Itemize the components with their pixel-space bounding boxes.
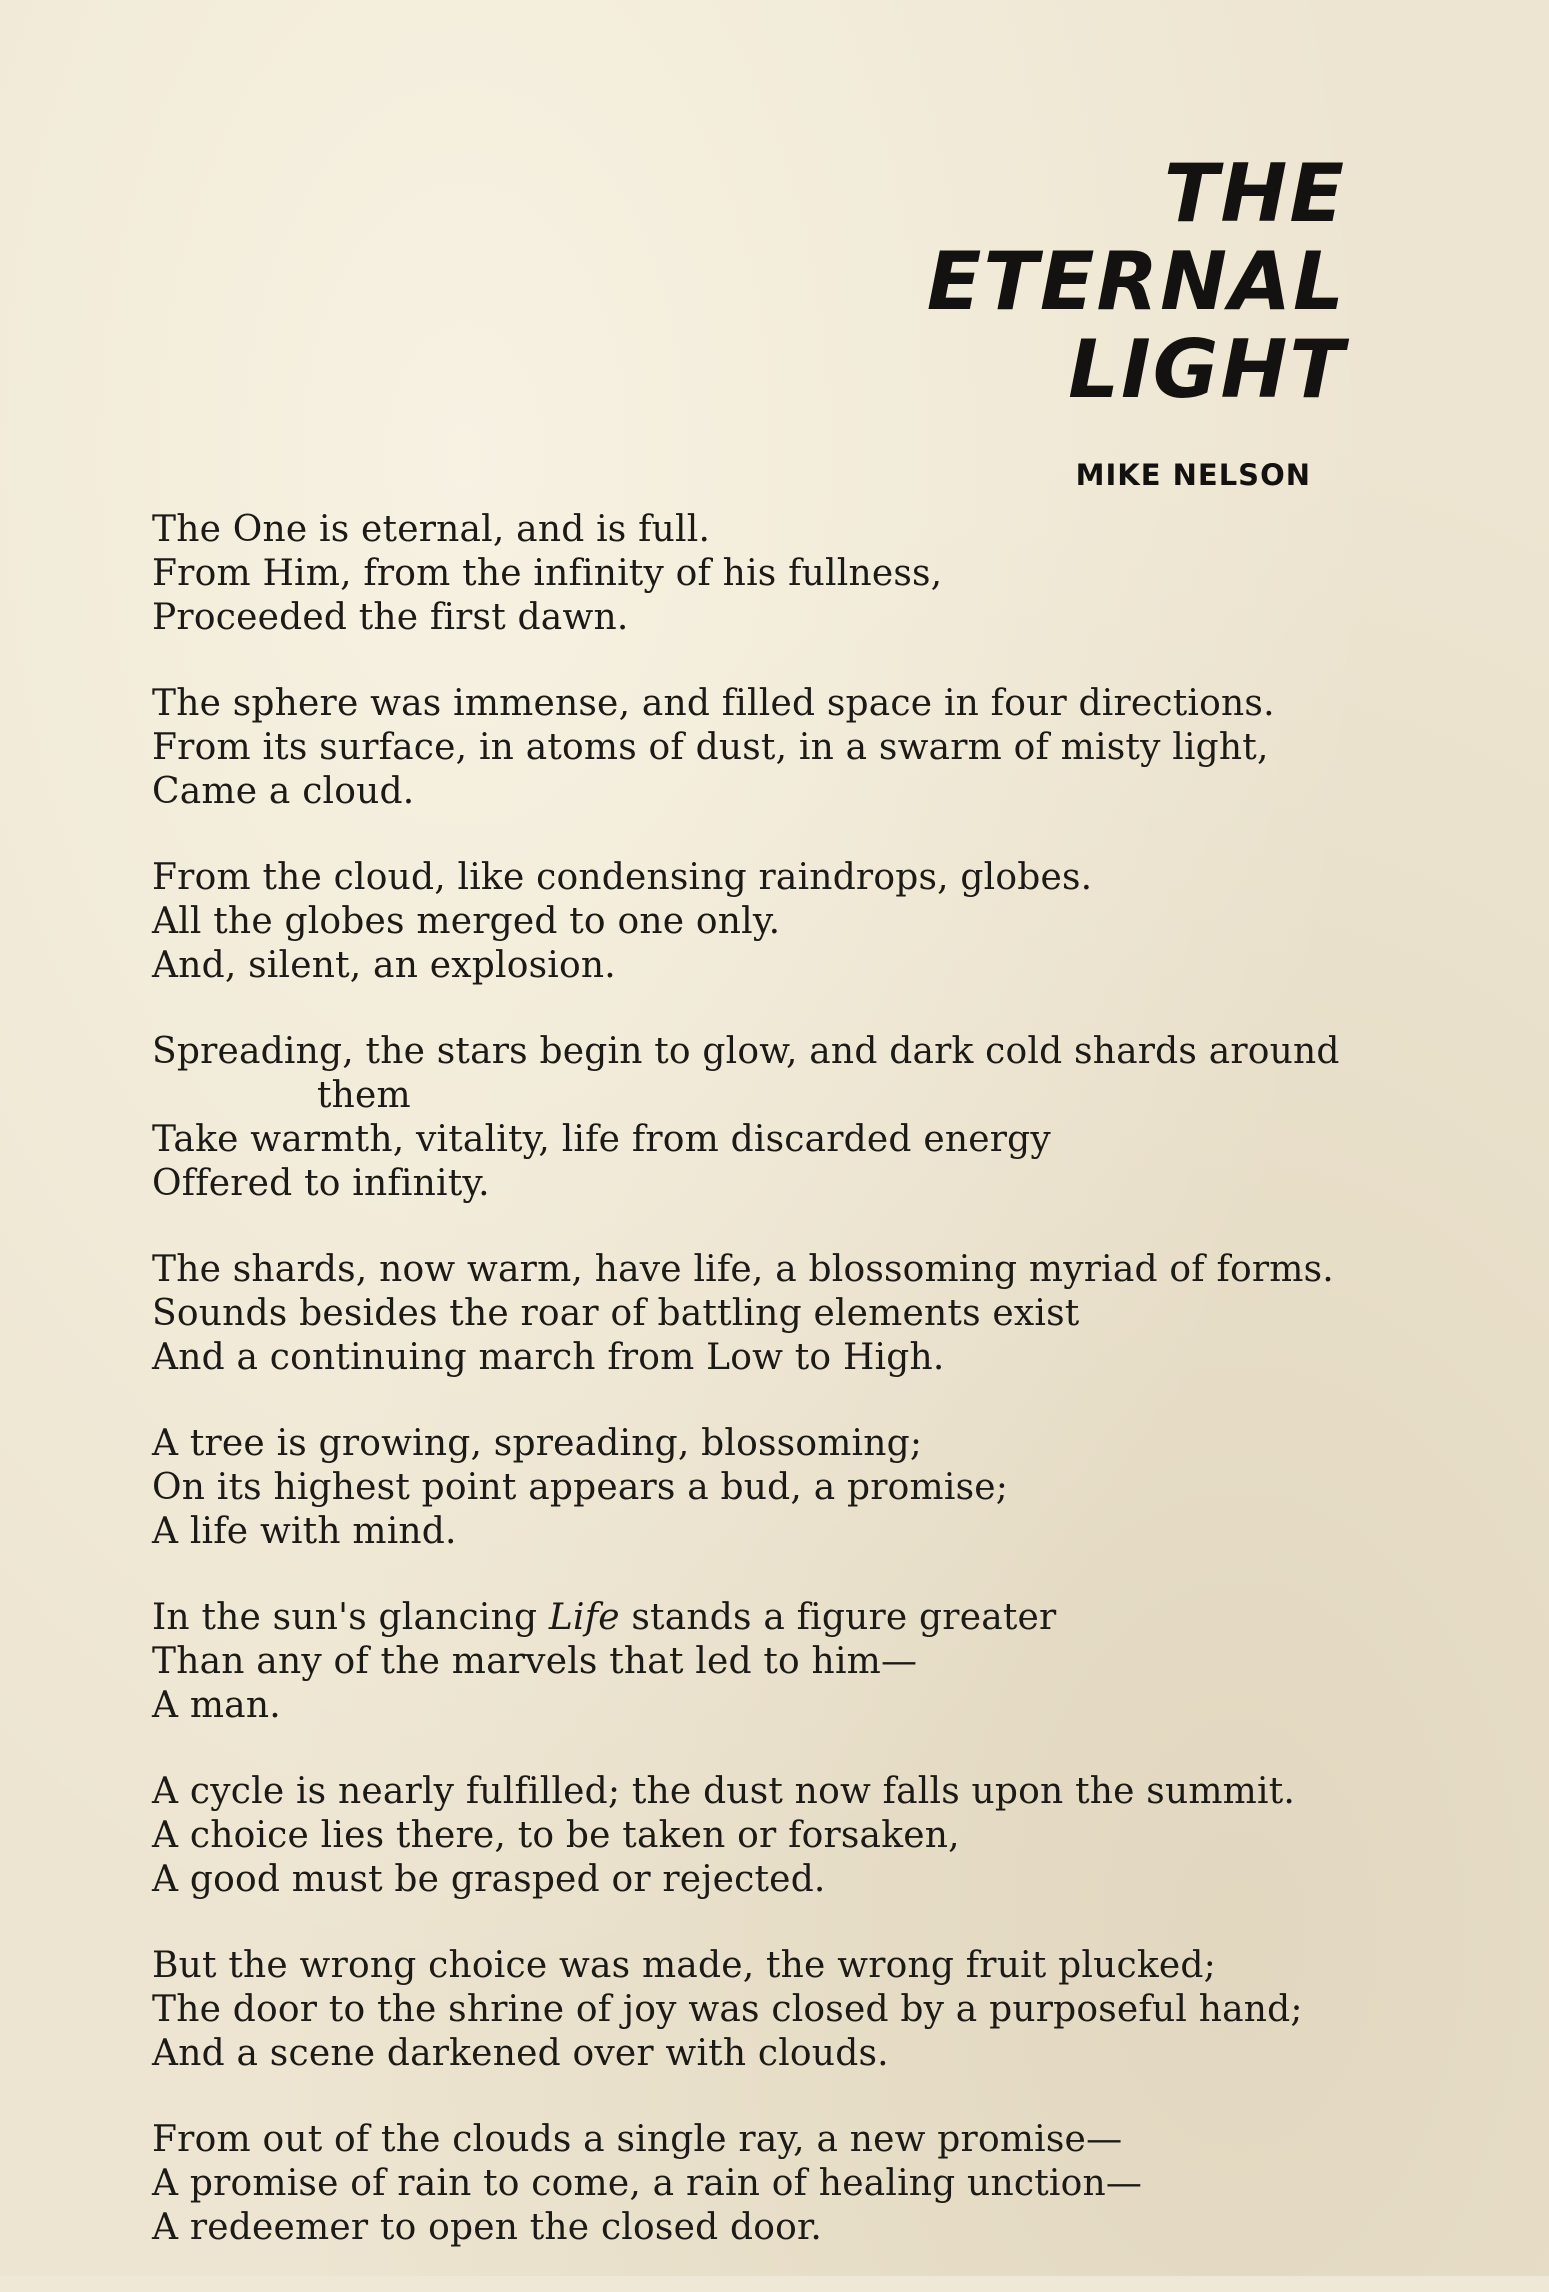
poem-line: From the cloud, like condensing raindrops, globes. bbox=[152, 857, 1093, 898]
stanza-4 bbox=[152, 1030, 1412, 1206]
poem-line: Sounds besides the roar of battling elements exist bbox=[152, 1293, 1080, 1334]
poem-line: From its surface, in atoms of dust, in a swarm of misty light, bbox=[152, 727, 1269, 768]
poem-line: A cycle is nearly fulfilled; the dust now falls upon the summit. bbox=[152, 1771, 1296, 1812]
poem-line: A man. bbox=[152, 1685, 281, 1726]
title-line-1: THE bbox=[1163, 147, 1346, 240]
poem-line: And a continuing march from Low to High. bbox=[152, 1337, 945, 1378]
stanza-2 bbox=[152, 682, 1412, 814]
stanza-8 bbox=[152, 1770, 1412, 1902]
title-line-3: LIGHT bbox=[1068, 323, 1346, 416]
poem-line: A choice lies there, to be taken or forsaken, bbox=[152, 1815, 960, 1856]
poem-line: The door to the shrine of joy was closed by a purposeful hand; bbox=[152, 1989, 1303, 2030]
stanza-9 bbox=[152, 1944, 1412, 2076]
title-line-2: ETERNAL bbox=[926, 235, 1346, 328]
poem-line: On its highest point appears a bud, a promise; bbox=[152, 1467, 1009, 1508]
stanza-3 bbox=[152, 856, 1412, 988]
poem-line: Came a cloud. bbox=[152, 771, 415, 812]
stanza-10 bbox=[152, 2118, 1412, 2250]
stanza-6 bbox=[152, 1422, 1412, 1554]
poem-line: A good must be grasped or rejected. bbox=[152, 1859, 826, 1900]
poem-line bbox=[152, 1596, 1412, 1640]
poem-line: Than any of the marvels that led to him— bbox=[152, 1641, 918, 1682]
poem-line: The One is eternal, and is full. bbox=[152, 509, 711, 550]
poem-line: A life with mind. bbox=[152, 1511, 457, 1552]
poem-line: From out of the clouds a single ray, a new promise— bbox=[152, 2119, 1123, 2160]
poem-line-continuation: them bbox=[317, 1075, 411, 1116]
poem-line: And, silent, an explosion. bbox=[152, 945, 616, 986]
poem-line: And a scene darkened over with clouds. bbox=[152, 2033, 889, 2074]
line-text: In the sun's glancing bbox=[152, 1597, 549, 1638]
poem-body bbox=[152, 508, 1412, 2292]
poem-line: All the globes merged to one only. bbox=[152, 901, 781, 942]
poem-line: A tree is growing, spreading, blossoming; bbox=[152, 1423, 923, 1464]
poem-line: But the wrong choice was made, the wrong fruit plucked; bbox=[152, 1945, 1216, 1986]
poem-title bbox=[926, 147, 1346, 416]
poem-line: The shards, now warm, have life, a blossoming myriad of forms. bbox=[152, 1249, 1334, 1290]
poem-line: Spreading, the stars begin to glow, and dark cold shards around bbox=[152, 1031, 1340, 1072]
poem-line: Take warmth, vitality, life from discarded energy bbox=[152, 1119, 1051, 1160]
poem-line: A redeemer to open the closed door. bbox=[152, 2207, 823, 2248]
stanza-7 bbox=[152, 1596, 1412, 1728]
author-byline: MIKE NELSON bbox=[1075, 458, 1311, 492]
poem-line: Offered to infinity. bbox=[152, 1163, 490, 1204]
poem-line: Proceeded the first dawn. bbox=[152, 597, 629, 638]
stanza-5 bbox=[152, 1248, 1412, 1380]
line-text: stands a figure greater bbox=[619, 1597, 1057, 1638]
poem-line: From Him, from the infinity of his fullness, bbox=[152, 553, 943, 594]
poem-line: A promise of rain to come, a rain of healing unction— bbox=[152, 2163, 1143, 2204]
italic-word: Life bbox=[548, 1597, 620, 1638]
poem-line: The sphere was immense, and filled space in four directions. bbox=[152, 683, 1275, 724]
stanza-1 bbox=[152, 508, 1412, 640]
